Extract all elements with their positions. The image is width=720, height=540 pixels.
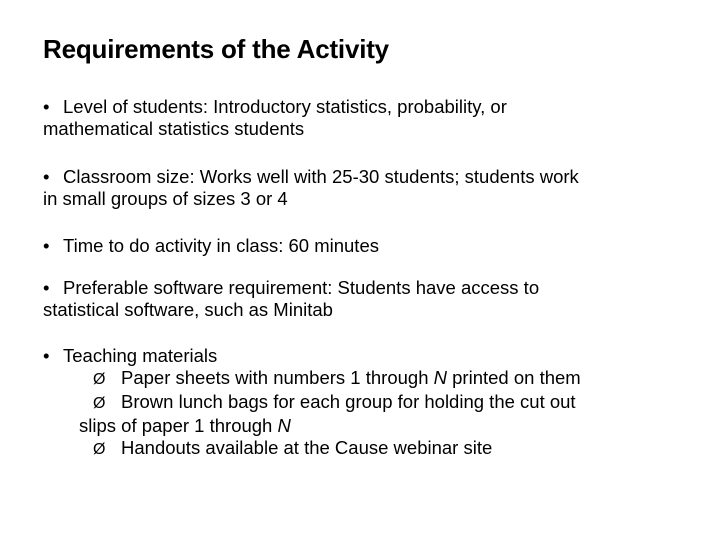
sub-item-continuation bbox=[43, 415, 581, 437]
bullet-line-continuation: mathematical statistics students bbox=[43, 118, 305, 139]
bullet-classroom-size bbox=[43, 166, 579, 210]
bullet-text: Teaching materials bbox=[63, 345, 218, 366]
bullet-line bbox=[43, 166, 579, 188]
bullet-dot: • bbox=[43, 277, 50, 298]
bullet-line bbox=[43, 277, 539, 299]
bullet-line-continuation: statistical software, such as Minitab bbox=[43, 299, 333, 320]
bullet-software bbox=[43, 277, 539, 321]
variable-n: N bbox=[433, 367, 447, 388]
bullet-text: Level of students: Introductory statistics, probability, or bbox=[63, 96, 507, 117]
sub-item-text: Brown lunch bags for each group for holding the cut out bbox=[121, 391, 576, 412]
sub-item-cont-text: slips of paper 1 through bbox=[79, 415, 278, 436]
sub-item-text: Handouts available at the Cause webinar site bbox=[121, 437, 493, 458]
bullet-time bbox=[43, 235, 379, 257]
bullet-dot: • bbox=[43, 345, 50, 366]
bullet-teaching-materials bbox=[43, 345, 581, 461]
arrow-bullet-icon: Ø bbox=[93, 371, 106, 388]
bullet-line bbox=[43, 96, 507, 118]
sub-item-handouts bbox=[43, 437, 581, 461]
arrow-bullet-icon: Ø bbox=[93, 441, 106, 458]
slide-title: Requirements of the Activity bbox=[43, 34, 389, 64]
bullet-line bbox=[43, 345, 581, 367]
bullet-line bbox=[43, 235, 379, 257]
bullet-line-continuation: in small groups of sizes 3 or 4 bbox=[43, 188, 288, 209]
bullet-level-of-students bbox=[43, 96, 507, 140]
bullet-dot: • bbox=[43, 96, 50, 117]
bullet-dot: • bbox=[43, 166, 50, 187]
arrow-bullet-icon: Ø bbox=[93, 395, 106, 412]
variable-n: N bbox=[277, 415, 291, 436]
sub-item-text: Paper sheets with numbers 1 through bbox=[121, 367, 434, 388]
bullet-dot: • bbox=[43, 235, 50, 256]
sub-item-lunch-bags bbox=[43, 391, 581, 415]
bullet-text: Preferable software requirement: Students have access to bbox=[63, 277, 540, 298]
bullet-text: Time to do activity in class: 60 minutes bbox=[63, 235, 379, 256]
sub-item-paper-sheets bbox=[43, 367, 581, 391]
sub-item-text-tail: printed on them bbox=[447, 367, 581, 388]
bullet-text: Classroom size: Works well with 25-30 students; students work bbox=[63, 166, 579, 187]
